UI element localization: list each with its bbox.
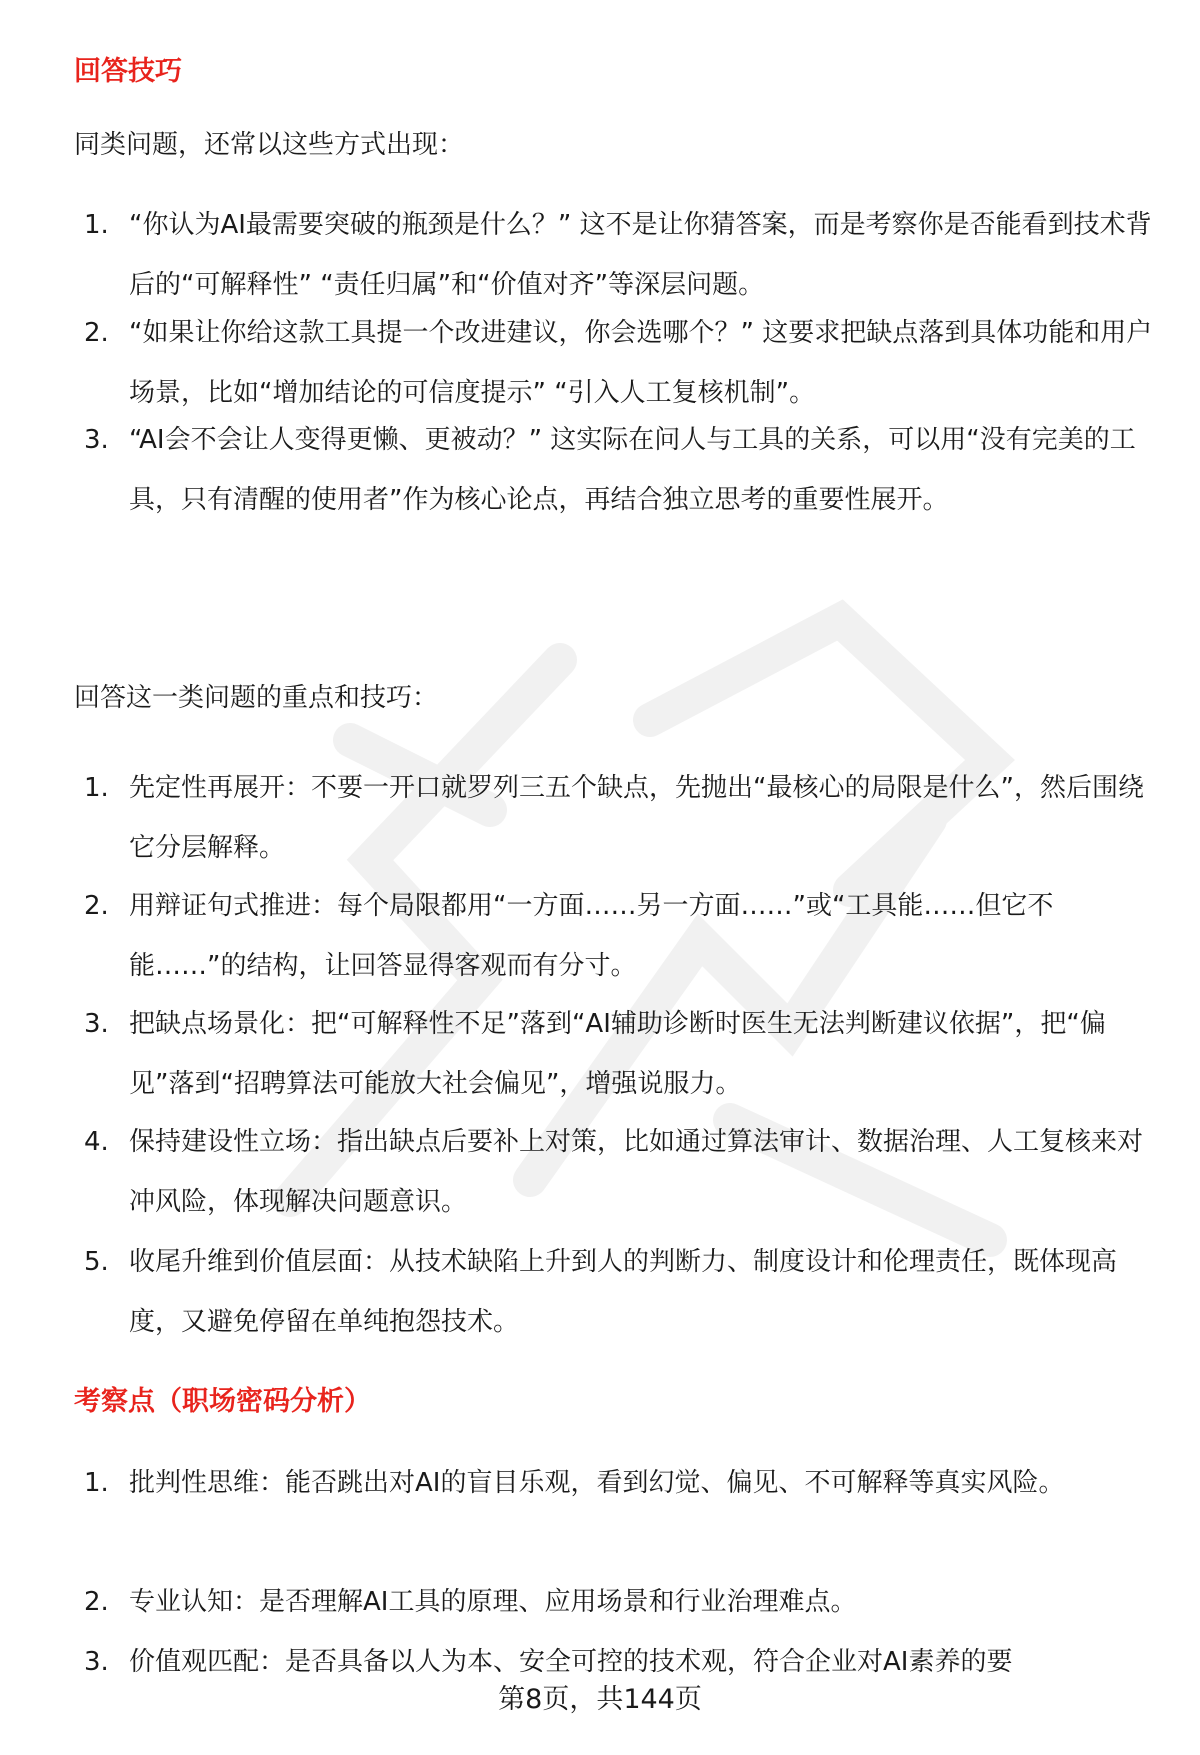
list-item [74,1232,1154,1352]
intro-paragraph: 同类问题，还常以这些方式出现： [74,130,465,160]
list-text: 专业认知：是否理解AI工具的原理、应用场景和行业治理难点。 [129,1587,857,1617]
list-number: 1. [84,1468,109,1498]
list-text: 保持建设性立场：指出缺点后要补上对策，比如通过算法审计、数据治理、人工复核来对冲风险，体现解决问题意识。 [129,1127,1144,1217]
list-number: 2. [84,318,109,348]
list-number: 1. [84,773,109,803]
list-number: 3. [84,425,109,455]
list-text: 用辩证句式推进：每个局限都用“一方面……另一方面……”或“工具能……但它不能……”的结构，让回答显得客观而有分寸。 [129,891,1054,981]
list-item [74,1453,1154,1513]
list-text: 先定性再展开：不要一开口就罗列三五个缺点，先抛出“最核心的局限是什么”，然后围绕它分层解释。 [129,773,1144,863]
list-text: “如果让你给这款工具提一个改进建议，你会选哪个？” 这要求把缺点落到具体功能和用户场景，比如“增加结论的可信度提示” “引入人工复核机制”。 [129,318,1153,408]
list-number: 4. [84,1127,109,1157]
list-text: 价值观匹配：是否具备以人为本、安全可控的技术观，符合企业对AI素养的要 [129,1647,1013,1677]
list-item [74,876,1154,996]
list-number: 1. [84,210,109,240]
list-text: “AI会不会让人变得更懒、更被动？” 这实际在问人与工具的关系，可以用“没有完美的工具，只有清醒的使用者”作为核心论点，再结合独立思考的重要性展开。 [129,425,1136,515]
list-item [74,1572,1154,1632]
list-text: 把缺点场景化：把“可解释性不足”落到“AI辅助诊断时医生无法判断建议依据”，把“偏见”落到“招聘算法可能放大社会偏见”，增强说服力。 [129,1009,1106,1099]
list-item [74,1112,1154,1232]
list-text: 批判性思维：能否跳出对AI的盲目乐观，看到幻觉、偏见、不可解释等真实风险。 [129,1468,1065,1498]
list-item [74,758,1154,878]
section-heading-answer-tips: 回答技巧 [74,56,182,87]
page-footer: 第8页，共144页 [498,1684,702,1715]
list-item [74,994,1154,1114]
list-item [74,195,1154,315]
list-number: 2. [84,1587,109,1617]
list-item [74,303,1154,423]
list-number: 3. [84,1009,109,1039]
list-number: 3. [84,1647,109,1677]
section-heading-assessment-points: 考察点（职场密码分析） [74,1386,371,1417]
list-item [74,410,1154,530]
tips-intro-paragraph: 回答这一类问题的重点和技巧： [74,683,439,713]
list-text: 收尾升维到价值层面：从技术缺陷上升到人的判断力、制度设计和伦理责任，既体现高度，又避免停留在单纯抱怨技术。 [129,1247,1118,1337]
list-number: 2. [84,891,109,921]
list-text: “你认为AI最需要突破的瓶颈是什么？” 这不是让你猜答案，而是考察你是否能看到技术背后的“可解释性” “责任归属”和“价值对齐”等深层问题。 [129,210,1152,300]
list-number: 5. [84,1247,109,1277]
